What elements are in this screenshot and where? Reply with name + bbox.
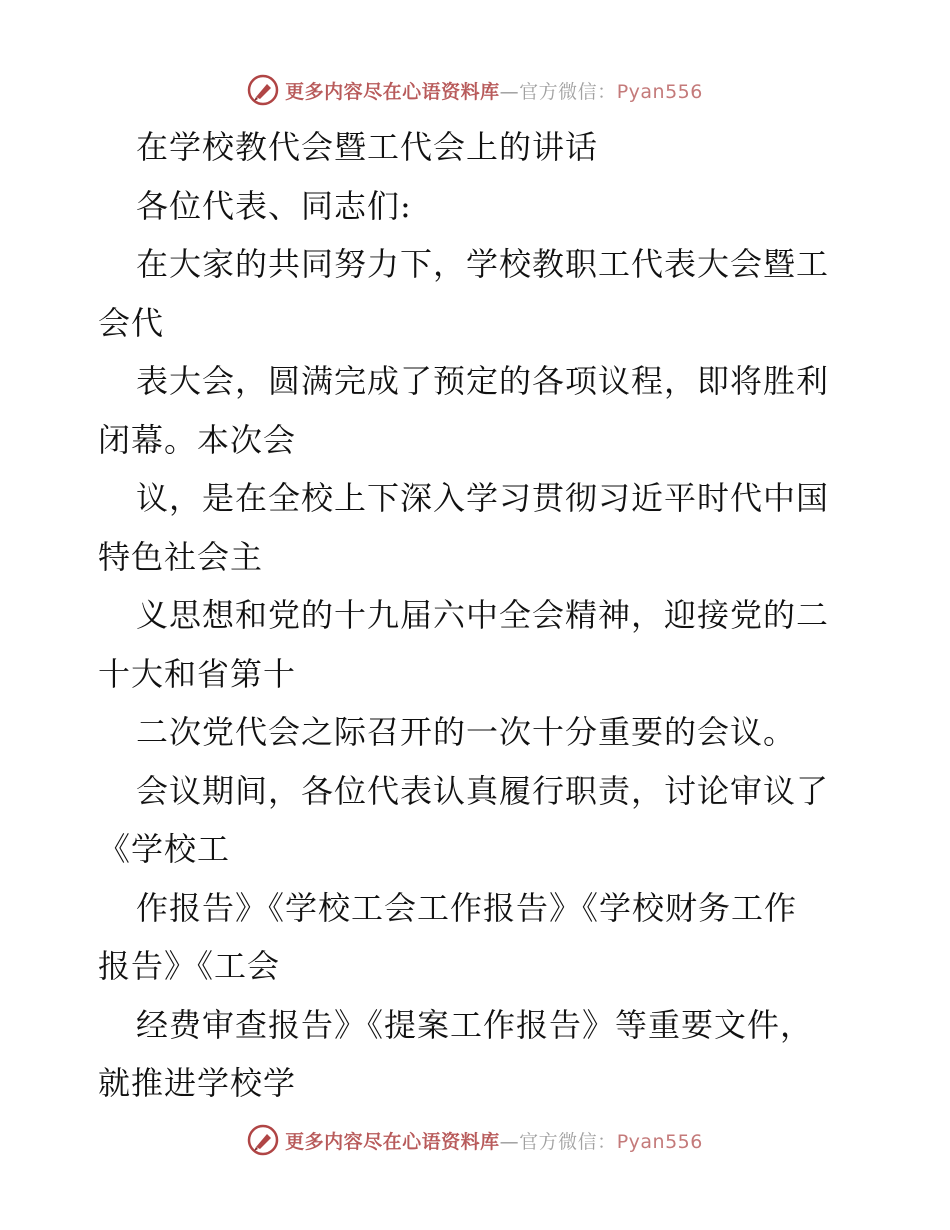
paragraph-line: 二次党代会之际召开的一次十分重要的会议。 <box>136 713 797 751</box>
watermark-header <box>0 70 950 110</box>
paragraph-line: 十大和省第十 <box>98 654 297 693</box>
paragraph-line: 在大家的共同努力下，学校教职工代表大会暨工 <box>136 245 830 283</box>
paragraph-line: 就推进学校学 <box>98 1064 297 1102</box>
pen-logo-icon <box>247 1124 279 1156</box>
paragraph-line: 《学校工 <box>98 830 231 868</box>
paragraph-line: 义思想和党的十九届六中全会精神，迎接党的二 <box>136 596 830 634</box>
watermark-text: 更多内容尽在心语资料库—官方微信：Pyan556 <box>285 1130 703 1153</box>
watermark-text: 更多内容尽在心语资料库—官方微信：Pyan556 <box>285 80 703 103</box>
paragraph-line: 特色社会主 <box>98 537 264 576</box>
paragraph-line: 表大会，圆满完成了预定的各项议程，即将胜利 <box>136 362 830 400</box>
paragraph-line: 作报告》《学校工会工作报告》《学校财务工作 <box>136 888 798 927</box>
document-title: 在学校教代会暨工代会上的讲话 <box>136 128 599 166</box>
paragraph-line: 闭幕。本次会 <box>98 420 297 459</box>
pen-logo-icon <box>247 74 279 106</box>
document-body <box>98 118 858 1113</box>
paragraph-line: 议，是在全校上下深入学习贯彻习近平时代中国 <box>136 479 830 517</box>
paragraph-line: 会代 <box>98 303 165 342</box>
salutation: 各位代表、同志们: <box>136 186 412 225</box>
paragraph-line: 报告》《工会 <box>98 947 281 985</box>
watermark-footer <box>0 1120 950 1160</box>
paragraph-line: 经费审查报告》《提案工作报告》等重要文件， <box>136 1005 814 1044</box>
paragraph-line: 会议期间，各位代表认真履行职责，讨论审议了 <box>136 771 830 810</box>
